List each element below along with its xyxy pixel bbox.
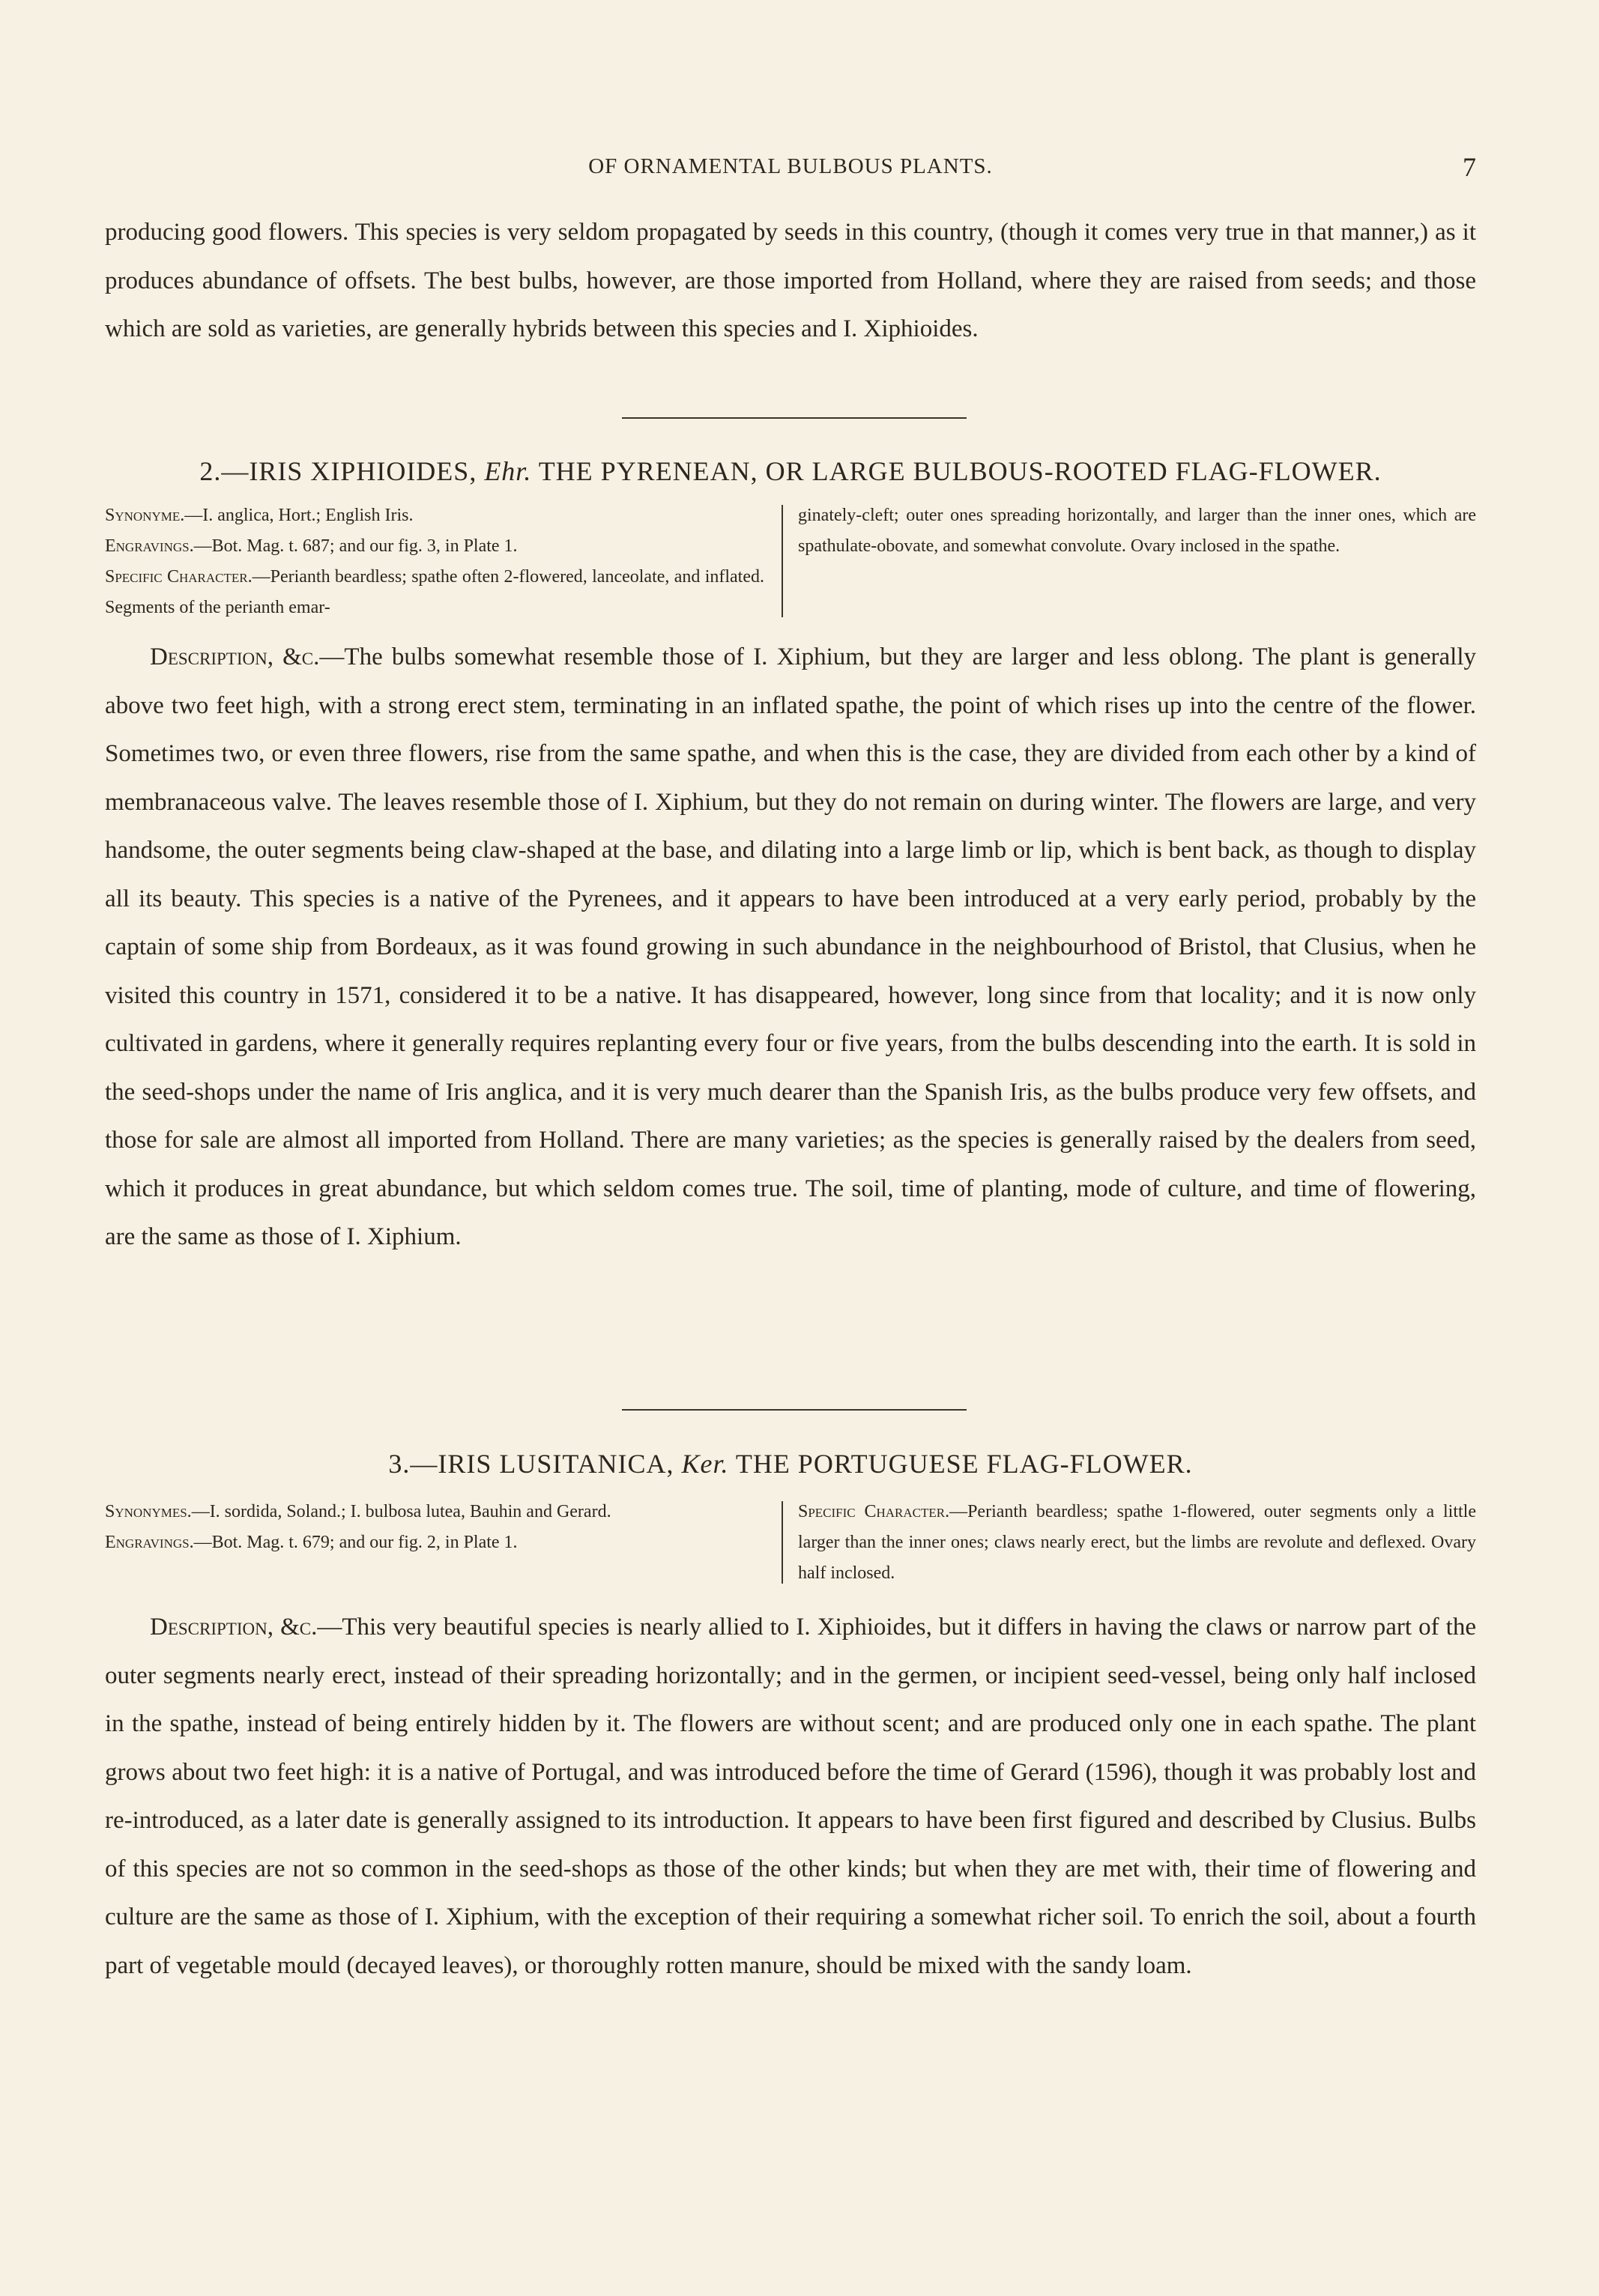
note-label: Synonyme. <box>105 506 185 525</box>
species-name: IRIS LUSITANICA, <box>438 1449 674 1479</box>
notes-left-column <box>105 1497 764 1558</box>
notes-right-column <box>798 1497 1476 1589</box>
running-head-title: OF ORNAMENTAL BULBOUS PLANTS. <box>588 154 993 178</box>
description-text: —This very beautiful species is nearly allied to I. Xiphioides, but it differs in having the claws or narrow part of the outer segments nearly erect, instead of their spreading horizontally; and in the germen, or incipient seed-vessel, being only half inclosed in the spathe, instead of being entirely hidden by it. The flowers are without scent; and are produced only one in each spathe. The plant grows about two feet high: it is a native of Portugal, and was introduced before the time of Gerard (1596), though it was probably lost and re-introduced, as a later date is generally assigned to its introduction. It appears to have been first figured and described by Clusius. Bulbs of this species are not so common in the seed-shops as those of the other kinds; but when they are met with, their time of flowering and culture are the same as those of I. Xiphium, with the exception of their requiring a somewhat richer soil. To enrich the soil, about a fourth part of vegetable mould (decayed leaves), or thoroughly rotten manure, should be mixed with the sandy loam. <box>105 1614 1476 1979</box>
common-name: THE PYRENEAN, OR LARGE BULBOUS-ROOTED FLAG-FLOWER. <box>538 456 1382 486</box>
note-text: —I. sordida, Soland.; I. bulbosa lutea, Bauhin and Gerard. <box>191 1502 611 1521</box>
note-text: —Bot. Mag. t. 679; and our fig. 2, in Plate 1. <box>193 1533 518 1552</box>
column-divider <box>782 1501 783 1584</box>
species-heading-iris-lusitanica <box>105 1448 1476 1479</box>
note-text: —Perianth beardless; spathe often 2-flowered, lanceolate, and inflated. Segments of the perianth emar- <box>105 567 765 617</box>
note-text: —Bot. Mag. t. 687; and our fig. 3, in Plate 1. <box>193 536 518 556</box>
species-number: 2.— <box>199 456 250 486</box>
note-text: —Perianth beardless; spathe 1-flowered, outer segments only a little larger than the inner ones; claws nearly erect, but the limbs are revolute and deflexed. Ovary half inclosed. <box>798 1502 1477 1583</box>
note-text: ginately-cleft; outer ones spreading horizontally, and larger than the inner ones, which are spathulate-obovate, and somewhat convolute. Ovary inclosed in the spathe. <box>798 506 1476 556</box>
section-divider <box>622 1409 967 1411</box>
description-label: Description, &c. <box>150 643 320 670</box>
intro-paragraph: producing good flowers. This species is very seldom propagated by seeds in this country, (though it comes very true in that manner,) as it produces abundance of offsets. The best bulbs, however, are those imported from Holland, where they are raised from seeds; and those which are sold as varieties, are generally hybrids between this species and I. Xiphioides. <box>105 219 1476 342</box>
running-head <box>105 154 1476 184</box>
notes-left-column <box>105 500 764 623</box>
note-text: —I. anglica, Hort.; English Iris. <box>184 506 414 525</box>
note-label: Engravings. <box>105 536 194 556</box>
column-divider <box>782 505 783 617</box>
note-specific-character <box>105 562 764 623</box>
species-notes <box>105 1497 1476 1590</box>
page-number: 7 <box>1463 152 1476 182</box>
note-continuation <box>798 500 1476 562</box>
description-paragraph <box>105 633 1476 1261</box>
species-authority: Ker. <box>681 1449 729 1479</box>
species-authority: Ehr. <box>484 456 532 486</box>
note-label: Engravings. <box>105 1533 194 1552</box>
note-engravings <box>105 531 764 562</box>
description-paragraph <box>105 1603 1476 1990</box>
note-engravings <box>105 1527 764 1558</box>
note-label: Specific Character. <box>798 1502 950 1521</box>
species-number: 3.— <box>388 1449 438 1479</box>
species-heading-iris-xiphioides <box>105 455 1476 487</box>
common-name: THE PORTUGUESE FLAG-FLOWER. <box>735 1449 1193 1479</box>
species-notes <box>105 500 1476 628</box>
section-divider <box>622 417 967 419</box>
note-synonyme <box>105 500 764 531</box>
species-name: IRIS XIPHIOIDES, <box>249 456 477 486</box>
description-text: —The bulbs somewhat resemble those of I. Xiphium, but they are larger and less oblong. The plant is generally above two feet high, with a strong erect stem, terminating in an inflated spathe, the point of which rises up into the centre of the flower. Sometimes two, or even three flowers, rise from the same spathe, and when this is the case, they are divided from each other by a kind of membranaceous valve. The leaves resemble those of I. Xiphium, but they do not remain on during winter. The flowers are large, and very handsome, the outer segments being claw-shaped at the base, and dilating into a large limb or lip, which is bent back, as though to display all its beauty. This species is a native of the Pyrenees, and it appears to have been introduced at a very early period, probably by the captain of some ship from Bordeaux, as it was found growing in such abundance in the neighbourhood of Bristol, that Clusius, when he visited this country in 1571, considered it to be a native. It has disappeared, however, long since from that locality; and it is now only cultivated in gardens, where it generally requires replanting every four or five years, from the bulbs descending into the earth. It is sold in the seed-shops under the name of Iris anglica, and it is very much dearer than the Spanish Iris, as the bulbs produce very few offsets, and those for sale are almost all imported from Holland. There are many varieties; as the species is generally raised by the dealers from seed, which it produces in great abundance, but which seldom comes true. The soil, time of planting, mode of culture, and time of flowering, are the same as those of I. Xiphium. <box>105 643 1476 1250</box>
description-label: Description, &c. <box>150 1614 318 1641</box>
note-label: Synonymes. <box>105 1502 192 1521</box>
note-synonymes <box>105 1497 764 1527</box>
notes-right-column <box>798 500 1476 562</box>
note-specific-character <box>798 1497 1476 1589</box>
note-label: Specific Character. <box>105 567 253 587</box>
